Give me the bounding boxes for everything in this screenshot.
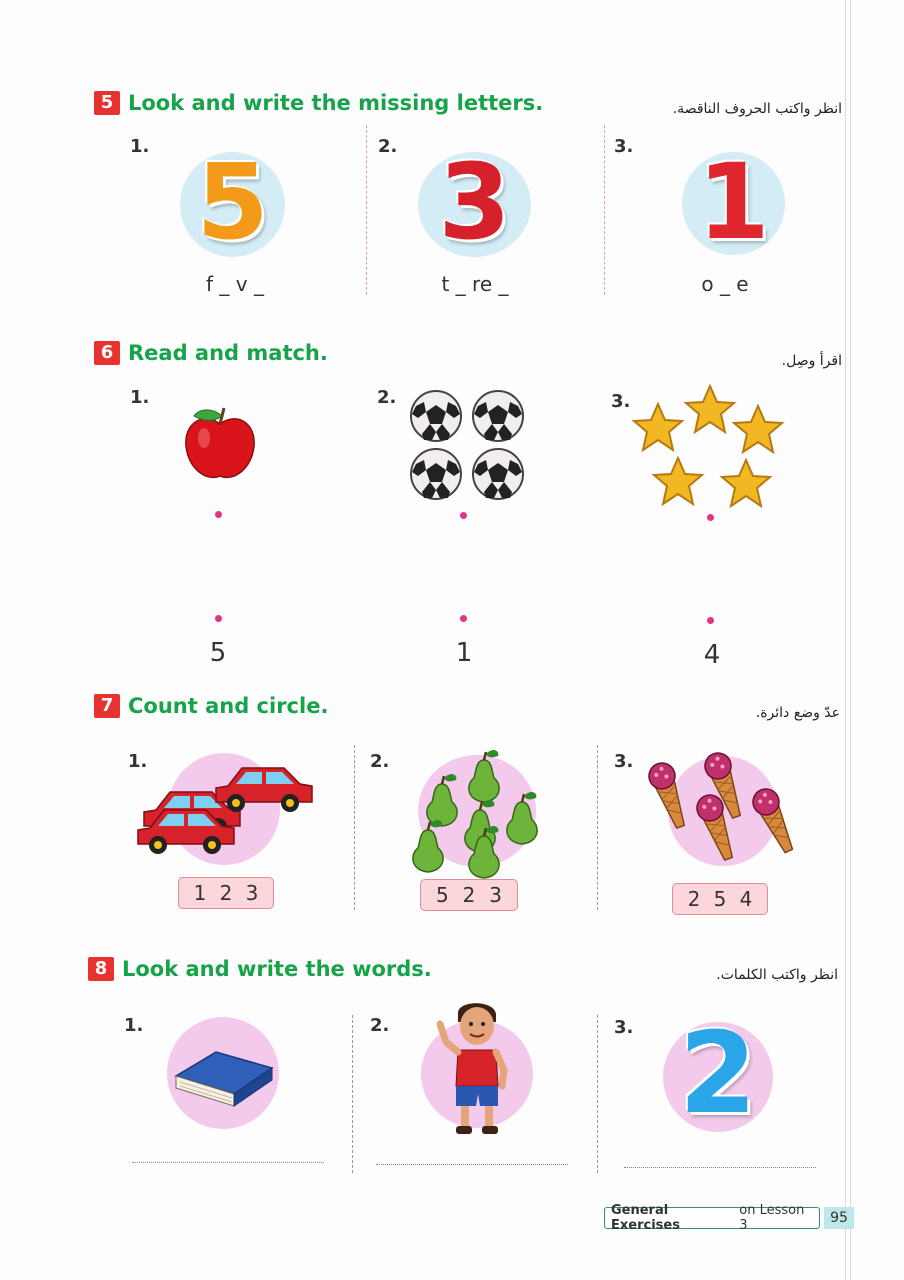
divider (597, 745, 598, 910)
section-number-badge: 8 (88, 957, 114, 981)
item-number: 3. (611, 391, 631, 412)
footer-lesson-label (604, 1203, 820, 1233)
item-number: 3. (614, 1017, 634, 1038)
missing-letters-word: t _ re _ (441, 272, 509, 296)
item-number: 1. (130, 387, 150, 408)
count-choices (420, 879, 518, 911)
item-number: 2. (377, 387, 397, 408)
section-number-badge: 7 (94, 694, 120, 718)
apple-picture (180, 404, 260, 482)
section-arabic-instruction: عدّ وضع دائرة. (755, 705, 840, 721)
section-title: Look and write the missing letters. (128, 91, 544, 115)
item-number: 3. (614, 136, 634, 157)
divider (352, 1015, 353, 1173)
match-number: 4 (703, 640, 721, 670)
section-title: Look and write the words. (122, 957, 432, 981)
section-title: Count and circle. (128, 694, 329, 718)
choice-number[interactable]: 2 (219, 881, 233, 905)
match-dot[interactable] (215, 511, 222, 518)
footer-label-bold: General Exercises (611, 1203, 680, 1233)
item-number: 1. (128, 751, 148, 772)
stars-picture (630, 384, 786, 512)
item-number: 2. (378, 136, 398, 157)
choice-number[interactable]: 4 (739, 887, 753, 911)
divider (354, 745, 355, 910)
answer-line[interactable] (132, 1162, 324, 1163)
divider (597, 1015, 598, 1173)
choice-number[interactable]: 2 (462, 883, 476, 907)
section-arabic-instruction: انظر واكتب الكلمات. (716, 967, 838, 983)
divider (366, 125, 367, 295)
match-dot[interactable] (460, 615, 467, 622)
digit-one-picture: 1 (697, 141, 770, 263)
section-number-badge: 6 (94, 341, 120, 365)
choice-number[interactable]: 3 (489, 883, 502, 907)
match-dot[interactable] (707, 514, 714, 521)
choice-number[interactable]: 1 (193, 881, 207, 905)
item-number: 2. (370, 751, 390, 772)
ice-creams-picture (638, 748, 798, 870)
pears-picture (404, 740, 544, 870)
section-arabic-instruction: اقرأ وصِل. (781, 353, 842, 369)
divider (604, 125, 605, 295)
item-number: 2. (370, 1015, 390, 1036)
section-arabic-instruction: انظر واكتب الحروف الناقصة. (672, 101, 842, 117)
item-number: 1. (130, 136, 150, 157)
section-6-header (94, 341, 328, 365)
digit-three-picture: 3 (438, 141, 511, 263)
section-number-badge: 5 (94, 91, 120, 115)
book-picture (172, 1040, 276, 1110)
answer-line[interactable] (624, 1167, 816, 1168)
choice-number[interactable]: 2 (687, 887, 701, 911)
footballs-picture (406, 388, 530, 506)
footer-label-rest: on Lesson 3 (739, 1203, 805, 1233)
digit-five-picture: 5 (196, 141, 269, 263)
match-dot[interactable] (707, 617, 714, 624)
count-choices (178, 877, 274, 909)
answer-line[interactable] (376, 1164, 568, 1165)
match-number: 5 (209, 638, 227, 668)
cars-picture (136, 764, 316, 860)
choice-number[interactable]: 5 (713, 887, 727, 911)
choice-number[interactable]: 5 (435, 883, 449, 907)
boy-picture (432, 998, 522, 1140)
missing-letters-word: o _ e (701, 272, 749, 296)
match-dot[interactable] (460, 512, 467, 519)
page-number: 95 (824, 1207, 854, 1229)
choice-number[interactable]: 3 (245, 881, 259, 905)
section-5-header (94, 91, 543, 115)
match-number: 1 (455, 638, 473, 668)
section-7-header (94, 694, 328, 718)
match-dot[interactable] (215, 615, 222, 622)
item-number: 1. (124, 1015, 144, 1036)
section-8-header (88, 957, 432, 981)
count-choices (672, 883, 768, 915)
digit-two-picture: 2 (679, 1009, 757, 1139)
missing-letters-word: f _ v _ (206, 272, 264, 296)
section-title: Read and match. (128, 341, 328, 365)
item-number: 3. (614, 751, 634, 772)
